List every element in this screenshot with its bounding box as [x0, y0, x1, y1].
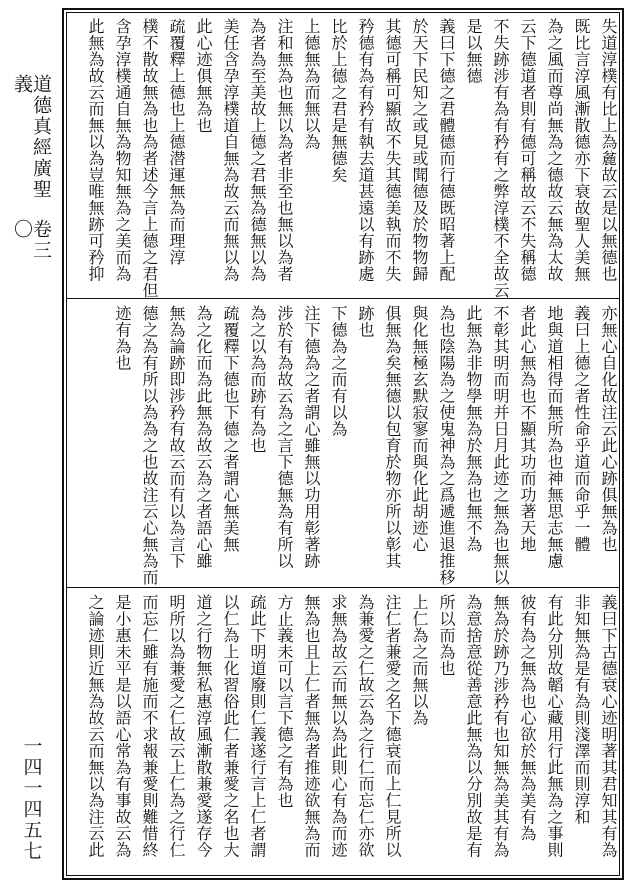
text-column: 為意捨意從善意此無為以分別故是有 — [464, 594, 483, 858]
text-block-top — [70, 14, 618, 299]
text-column: 下德為之而有以為 — [329, 305, 348, 437]
text-column: 不失跡涉有為有矜有之弊淳樸不全故云 — [491, 18, 510, 299]
text-column: 者此心無為也不顯其功而功著天地 — [518, 305, 537, 553]
text-column: 為兼愛之仁故云為之行仁而忘仁亦欲 — [356, 594, 375, 858]
text-column: 彼有為之無為也心欲於無為美有為 — [518, 594, 537, 842]
margin-title — [11, 74, 52, 274]
text-column: 注仁者兼愛之名下德衰而上仁見所以 — [383, 594, 402, 858]
text-column: 其德可稱可顯故不失其德美執而不失 — [383, 18, 402, 282]
text-column: 於天下民知之或見或聞德及於物物歸 — [410, 18, 429, 282]
text-column: 為之風而尊尚無為之德故云無為太故 — [545, 18, 564, 282]
text-column: 以仁為上化習俗此仁者兼愛之名也大 — [221, 594, 240, 858]
text-column: 為之化而為此無為故云為之者語心雖 — [194, 305, 213, 569]
text-column: 方止義未可以言下德之有為也 — [275, 594, 294, 809]
text-column: 與化無極玄默寂寥而與化此胡迹心 — [410, 305, 429, 553]
text-column: 注下德為之者謂心雖無以功用彰著跡 — [302, 305, 321, 569]
text-column: 此無為非物學無為於無為也無不為 — [464, 305, 483, 553]
text-column: 地與道相得而無所為也神無思志無慮 — [545, 305, 564, 569]
text-column: 無為也且上仁者無為者推迹欲無為而 — [302, 594, 321, 858]
text-column: 道之行物無私惠淳風漸散兼愛遂存今 — [194, 594, 213, 858]
text-column: 云下德道者則有德可稱故云不失稱德 — [518, 18, 537, 282]
text-column: 美任含孕淳樸道自無為故云而無以為 — [221, 18, 240, 282]
text-column: 為也陰陽為之使鬼神為之爲遞進退推移 — [437, 305, 456, 586]
text-column: 涉於有為故云為之言下德無為有所以 — [275, 305, 294, 569]
text-column: 上仁為之而無以為 — [410, 594, 429, 726]
text-column: 此無為故云而無以為豈唯無跡可矜抑 — [86, 18, 105, 282]
section-divider-bottom — [66, 587, 620, 588]
text-column: 無為於跡乃涉矜有也知無為美其有為 — [491, 594, 510, 858]
text-column: 亦無心自化故注云此心跡俱無為也 — [599, 305, 618, 553]
text-column: 俱無為矣無德以包育於物亦所以彰其 — [383, 305, 402, 569]
text-column: 注和無為也無以為者非至也無以為者 — [275, 18, 294, 282]
volume-number: 卷三〇 — [11, 218, 52, 261]
text-column: 德之為有所以為為之也故注云心無為而 — [140, 305, 159, 586]
text-column: 是小惠未平是以語心常為有事故云為 — [113, 594, 132, 858]
margin-page-number — [14, 736, 48, 866]
text-column: 而忘仁雖有施而不求報兼愛則難惜終 — [140, 594, 159, 858]
text-column: 失道淳樸有比上為麄故云是以無德也 — [599, 18, 618, 282]
text-column: 迹有為也 — [113, 305, 132, 371]
text-column: 義曰下德之君體德而行德既昭著上配 — [437, 18, 456, 282]
text-column: 疏此下明道廢則仁義遂行言上仁者謂 — [248, 594, 267, 858]
text-column: 既比言淳風漸散德亦下衰故聖人美無 — [572, 18, 591, 282]
text-column: 疏覆釋下德也下德之者謂心無美無 — [221, 305, 240, 553]
text-column: 義曰上德之者性命乎道而命乎一體 — [572, 305, 591, 553]
text-column: 之論迹則近無為故云而無以為注云此 — [86, 594, 105, 858]
text-block-bottom — [70, 590, 616, 874]
text-column: 是以無德 — [464, 18, 483, 84]
text-column: 義曰下古德衰心迹明著其君知其有為 — [599, 594, 618, 858]
text-column: 明所以為兼愛之仁故云上仁為之行仁 — [167, 594, 186, 858]
text-column: 此心迹俱無為也 — [194, 18, 213, 134]
text-column: 含孕淳樸通自無為物知無為之美而為 — [113, 18, 132, 282]
page-number: 一四一四五七 — [20, 736, 43, 862]
text-column: 樸不散故無為也為者述今言上德之君但 — [140, 18, 159, 299]
text-block-middle — [70, 301, 616, 585]
text-column: 疏覆釋上德也上德潜運無為而理淳 — [167, 18, 186, 266]
text-column: 為者為至美故上德之君無為德無以為 — [248, 18, 267, 282]
text-column: 為之以為而跡有為也 — [248, 305, 267, 454]
text-column: 非知無為是有為則淺澤而則淳和 — [572, 594, 591, 825]
text-column: 求無為故云而無以為此則心有為而迹 — [329, 594, 348, 858]
book-title: 道德真經廣聖義 — [11, 74, 52, 200]
text-column: 矜德有為有矜有執去道甚遠以有跡處 — [356, 18, 375, 282]
text-column: 比於上德之君是無德矣 — [329, 18, 348, 183]
text-column: 無為論跡即涉矜有故云而有以為言下 — [167, 305, 186, 569]
text-column: 有此分別故韜心藏用行此無為之事則 — [545, 594, 564, 858]
text-column: 所以而為也 — [437, 594, 456, 677]
text-column: 不彰其明而明并日月此迹之無為也無以 — [491, 305, 510, 586]
text-column: 上德無為而無以為 — [302, 18, 321, 150]
text-column: 跡也 — [356, 305, 375, 338]
